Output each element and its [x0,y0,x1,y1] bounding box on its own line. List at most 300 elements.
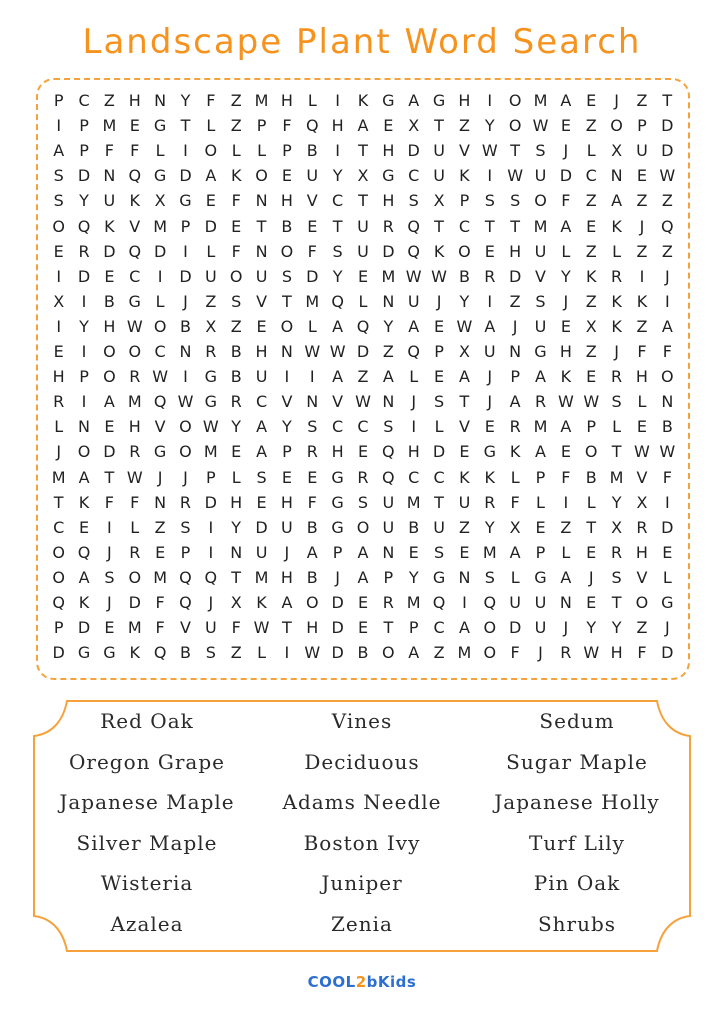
grid-letter[interactable]: Z [585,191,597,211]
grid-letter[interactable]: I [157,266,163,286]
grid-letter[interactable]: L [307,91,317,110]
grid-letter[interactable]: A [53,141,65,161]
grid-letter[interactable]: F [155,593,165,612]
grid-letter[interactable]: D [77,618,91,638]
grid-letter[interactable]: C [433,618,445,638]
grid-letter[interactable]: F [510,643,520,663]
grid-letter[interactable]: E [256,492,267,512]
grid-letter[interactable]: M [406,492,421,512]
grid-letter[interactable]: Q [382,467,395,487]
grid-letter[interactable]: K [484,467,496,487]
grid-letter[interactable]: S [256,467,267,487]
grid-letter[interactable]: Z [458,116,470,136]
grid-letter[interactable]: U [407,291,420,311]
grid-letter[interactable]: I [639,266,645,286]
grid-letter[interactable]: Z [154,517,166,537]
grid-letter[interactable]: F [104,141,114,161]
grid-letter[interactable]: X [458,342,470,361]
grid-letter[interactable]: E [434,367,445,387]
grid-letter[interactable]: B [661,417,673,437]
grid-letter[interactable]: E [459,542,470,562]
grid-letter[interactable]: A [560,417,572,437]
grid-letter[interactable]: R [129,367,141,387]
grid-letter[interactable]: Y [560,266,571,286]
grid-letter[interactable]: A [408,91,420,110]
grid-letter[interactable]: L [206,116,216,136]
grid-letter[interactable]: X [611,517,623,537]
grid-letter[interactable]: W [659,166,676,186]
grid-letter[interactable]: X [509,517,521,537]
grid-letter[interactable]: Y [180,91,191,110]
grid-letter[interactable]: K [256,593,267,612]
grid-letter[interactable]: M [457,643,472,663]
grid-letter[interactable]: O [584,442,598,462]
grid-letter[interactable]: H [280,492,293,512]
grid-letter[interactable]: J [208,593,214,612]
grid-letter[interactable]: A [103,392,115,412]
grid-letter[interactable]: R [611,542,623,562]
grid-letter[interactable]: B [179,643,191,663]
grid-letter[interactable]: N [306,392,319,412]
grid-letter[interactable]: E [357,442,369,462]
grid-letter[interactable]: B [408,517,420,537]
grid-letter[interactable]: J [335,567,340,587]
grid-letter[interactable]: J [487,392,493,412]
grid-letter[interactable]: M [51,467,66,487]
grid-letter[interactable]: H [128,91,141,110]
grid-letter[interactable]: Y [231,417,242,437]
grid-letter[interactable]: E [256,316,267,336]
grid-letter[interactable]: Y [332,166,343,186]
grid-letter[interactable]: W [481,141,498,161]
grid-letter[interactable]: P [586,417,597,437]
grid-letter[interactable]: J [157,467,163,487]
grid-letter[interactable]: E [104,618,115,638]
grid-letter[interactable]: K [585,266,597,286]
grid-letter[interactable]: L [662,567,672,587]
grid-letter[interactable]: A [458,367,470,387]
grid-letter[interactable]: M [305,291,320,311]
grid-letter[interactable]: C [585,166,597,186]
grid-letter[interactable]: Z [357,367,369,387]
grid-letter[interactable]: V [154,417,166,437]
grid-letter[interactable]: U [534,241,547,261]
grid-letter[interactable]: I [664,291,670,311]
grid-letter[interactable]: X [636,492,648,512]
grid-letter[interactable]: J [183,467,188,487]
grid-letter[interactable]: V [535,266,546,286]
grid-letter[interactable]: P [180,542,191,562]
grid-letter[interactable]: L [536,492,545,512]
grid-letter[interactable]: S [433,392,445,412]
grid-letter[interactable]: S [104,567,115,587]
grid-letter[interactable]: F [307,492,317,512]
grid-letter[interactable]: N [230,542,243,562]
grid-letter[interactable]: O [229,266,243,286]
grid-letter[interactable]: L [307,316,317,336]
grid-letter[interactable]: Z [560,517,572,537]
grid-letter[interactable]: A [205,166,217,186]
grid-letter[interactable]: Z [661,241,673,261]
grid-letter[interactable]: E [484,241,495,261]
grid-letter[interactable]: J [614,91,619,110]
grid-letter[interactable]: U [204,266,217,286]
grid-letter[interactable]: Z [230,316,242,336]
grid-letter[interactable]: K [509,442,521,462]
grid-letter[interactable]: F [307,241,317,261]
grid-letter[interactable]: G [179,191,192,211]
grid-letter[interactable]: G [77,643,91,663]
grid-letter[interactable]: L [561,241,571,261]
grid-letter[interactable]: R [53,392,65,412]
grid-letter[interactable]: J [183,291,188,311]
grid-letter[interactable]: R [179,492,192,512]
grid-letter[interactable]: W [659,442,676,462]
grid-letter[interactable]: R [230,392,242,412]
grid-letter[interactable]: Q [153,643,167,663]
grid-letter[interactable]: I [664,492,670,512]
grid-letter[interactable]: U [357,216,369,236]
grid-letter[interactable]: P [408,618,419,638]
grid-letter[interactable]: A [535,442,546,462]
grid-letter[interactable]: W [456,316,473,336]
grid-letter[interactable]: C [78,91,90,110]
grid-letter[interactable]: H [382,141,395,161]
grid-letter[interactable]: M [127,392,142,412]
grid-letter[interactable]: W [507,166,524,186]
grid-letter[interactable]: T [434,492,444,512]
grid-letter[interactable]: H [280,567,293,587]
grid-letter[interactable]: T [332,216,343,236]
grid-letter[interactable]: S [408,191,419,211]
grid-letter[interactable]: W [355,392,371,412]
grid-letter[interactable]: E [662,542,673,562]
grid-letter[interactable]: L [130,517,140,537]
grid-letter[interactable]: Y [408,567,419,587]
grid-letter[interactable]: V [281,392,293,412]
grid-letter[interactable]: O [661,367,674,387]
grid-letter[interactable]: I [284,367,290,387]
grid-letter[interactable]: O [508,116,522,136]
grid-letter[interactable]: T [256,216,267,236]
grid-letter[interactable]: I [208,517,214,537]
grid-letter[interactable]: I [107,517,112,537]
grid-letter[interactable]: C [53,517,65,537]
grid-letter[interactable]: P [53,91,64,110]
grid-letter[interactable]: Q [179,567,192,587]
grid-letter[interactable]: P [282,141,292,161]
grid-letter[interactable]: C [154,342,166,361]
grid-letter[interactable]: A [332,316,344,336]
grid-letter[interactable]: Q [356,316,370,336]
grid-letter[interactable]: D [508,618,522,638]
grid-letter[interactable]: O [610,116,623,136]
grid-letter[interactable]: E [104,417,115,437]
grid-letter[interactable]: S [205,643,216,663]
grid-letter[interactable]: N [458,567,471,587]
grid-letter[interactable]: X [154,191,166,211]
grid-letter[interactable]: H [280,191,293,211]
grid-letter[interactable]: R [306,442,318,462]
grid-letter[interactable]: D [661,116,674,136]
grid-letter[interactable]: M [482,542,497,562]
grid-letter[interactable]: Y [611,618,622,638]
grid-letter[interactable]: Y [231,517,242,537]
grid-letter[interactable]: K [129,191,140,211]
grid-letter[interactable]: D [306,266,319,286]
grid-letter[interactable]: Q [483,593,497,612]
grid-letter[interactable]: G [534,342,547,361]
grid-letter[interactable]: A [535,367,546,387]
grid-letter[interactable]: G [204,392,218,412]
grid-letter[interactable]: E [155,542,166,562]
grid-letter[interactable]: Y [484,517,495,537]
grid-letter[interactable]: U [534,593,547,612]
grid-letter[interactable]: J [512,316,518,336]
grid-letter[interactable]: P [510,367,520,387]
grid-letter[interactable]: A [408,643,420,663]
grid-letter[interactable]: N [280,342,293,361]
grid-letter[interactable]: J [56,442,62,462]
grid-letter[interactable]: C [129,266,141,286]
grid-letter[interactable]: Q [407,216,420,236]
grid-letter[interactable]: I [81,392,87,412]
grid-letter[interactable]: R [611,266,623,286]
grid-letter[interactable]: E [129,116,140,136]
grid-letter[interactable]: S [535,291,546,311]
grid-letter[interactable]: U [255,542,268,562]
grid-letter[interactable]: L [510,567,520,587]
grid-letter[interactable]: D [128,593,141,612]
grid-letter[interactable]: B [103,291,115,311]
grid-letter[interactable]: V [129,216,141,236]
grid-letter[interactable]: O [179,442,192,462]
grid-letter[interactable]: U [458,492,471,512]
grid-letter[interactable]: A [661,316,673,336]
grid-letter[interactable]: E [586,542,597,562]
grid-letter[interactable]: D [661,517,674,537]
grid-letter[interactable]: F [206,91,216,110]
grid-letter[interactable]: H [635,367,648,387]
grid-letter[interactable]: S [535,141,546,161]
grid-letter[interactable]: C [433,467,445,487]
grid-letter[interactable]: J [563,291,569,311]
grid-letter[interactable]: J [107,593,112,612]
grid-letter[interactable]: H [255,342,268,361]
grid-letter[interactable]: P [434,342,444,361]
grid-letter[interactable]: F [561,467,571,487]
grid-letter[interactable]: T [484,216,495,236]
grid-letter[interactable]: R [636,517,648,537]
grid-letter[interactable]: N [509,342,522,361]
grid-letter[interactable]: T [662,91,673,110]
grid-letter[interactable]: X [53,291,65,311]
grid-letter[interactable]: I [487,291,493,311]
grid-letter[interactable]: R [382,216,394,236]
grid-letter[interactable]: M [254,567,269,587]
grid-letter[interactable]: D [331,643,344,663]
grid-letter[interactable]: J [614,342,619,361]
grid-letter[interactable]: P [180,216,191,236]
grid-letter[interactable]: I [563,492,569,512]
grid-letter[interactable]: U [382,517,395,537]
grid-letter[interactable]: N [154,91,167,110]
grid-letter[interactable]: J [284,542,290,562]
grid-letter[interactable]: E [586,593,597,612]
grid-letter[interactable]: P [459,191,470,211]
grid-letter[interactable]: R [509,417,521,437]
grid-letter[interactable]: Z [230,91,242,110]
grid-letter[interactable]: G [483,442,496,462]
grid-letter[interactable]: Q [128,241,142,261]
grid-letter[interactable]: Q [331,291,344,311]
grid-letter[interactable]: K [104,216,115,236]
grid-letter[interactable]: N [610,166,623,186]
grid-letter[interactable]: G [153,116,167,136]
grid-letter[interactable]: W [557,392,574,412]
grid-letter[interactable]: O [52,216,65,236]
grid-letter[interactable]: D [432,442,446,462]
grid-letter[interactable]: U [433,517,445,537]
grid-letter[interactable]: Q [204,567,218,587]
grid-letter[interactable]: D [331,593,344,612]
grid-letter[interactable]: V [306,191,318,211]
grid-letter[interactable]: M [203,442,218,462]
grid-letter[interactable]: B [306,567,318,587]
grid-letter[interactable]: V [636,567,648,587]
grid-letter[interactable]: Z [585,342,597,361]
grid-letter[interactable]: T [358,191,368,211]
grid-letter[interactable]: X [230,593,242,612]
grid-letter[interactable]: O [280,316,294,336]
grid-letter[interactable]: O [483,643,497,663]
grid-letter[interactable]: B [458,266,470,286]
grid-letter[interactable]: Z [205,291,217,311]
grid-letter[interactable]: N [103,166,116,186]
grid-letter[interactable]: N [255,241,268,261]
grid-letter[interactable]: A [256,417,268,437]
grid-letter[interactable]: M [533,91,548,110]
grid-letter[interactable]: K [230,166,242,186]
grid-letter[interactable]: L [612,417,622,437]
grid-letter[interactable]: L [206,241,216,261]
grid-letter[interactable]: F [637,342,647,361]
grid-letter[interactable]: W [304,643,321,663]
grid-letter[interactable]: Y [282,417,292,437]
grid-letter[interactable]: I [56,266,62,286]
grid-letter[interactable]: A [281,593,293,612]
grid-letter[interactable]: L [231,467,241,487]
grid-letter[interactable]: N [154,492,167,512]
grid-letter[interactable]: H [280,91,293,110]
grid-letter[interactable]: B [306,141,318,161]
grid-letter[interactable]: Q [407,241,420,261]
grid-letter[interactable]: N [382,542,395,562]
grid-letter[interactable]: S [383,417,394,437]
grid-letter[interactable]: D [508,266,522,286]
grid-letter[interactable]: C [408,467,420,487]
grid-letter[interactable]: E [53,241,64,261]
grid-letter[interactable]: E [560,316,571,336]
grid-letter[interactable]: R [78,241,90,261]
grid-letter[interactable]: V [458,141,470,161]
grid-letter[interactable]: I [56,316,62,336]
grid-letter[interactable]: J [107,542,112,562]
grid-letter[interactable]: J [411,392,417,412]
grid-letter[interactable]: Y [383,316,394,336]
grid-letter[interactable]: S [510,191,521,211]
grid-letter[interactable]: E [459,442,470,462]
grid-letter[interactable]: T [282,618,292,638]
grid-letter[interactable]: E [357,593,369,612]
grid-letter[interactable]: D [179,266,192,286]
grid-letter[interactable]: J [664,618,670,638]
grid-letter[interactable]: E [560,116,571,136]
grid-letter[interactable]: Q [407,342,420,361]
grid-letter[interactable]: Z [636,91,648,110]
grid-letter[interactable]: T [282,291,292,311]
grid-letter[interactable]: H [635,542,648,562]
grid-letter[interactable]: I [487,166,493,186]
grid-letter[interactable]: T [611,442,622,462]
grid-letter[interactable]: E [586,216,597,236]
grid-letter[interactable]: Q [77,542,91,562]
grid-letter[interactable]: O [508,91,522,110]
grid-letter[interactable]: E [383,116,394,136]
grid-letter[interactable]: L [637,392,647,412]
grid-letter[interactable]: A [408,316,420,336]
grid-letter[interactable]: M [381,266,396,286]
grid-letter[interactable]: R [357,467,369,487]
grid-letter[interactable]: E [560,442,571,462]
grid-letter[interactable]: D [356,342,370,361]
grid-letter[interactable]: Z [585,116,597,136]
grid-letter[interactable]: N [179,342,192,361]
grid-letter[interactable]: G [382,91,395,110]
grid-letter[interactable]: Z [661,191,673,211]
grid-letter[interactable]: Y [586,618,597,638]
grid-letter[interactable]: L [358,291,368,311]
grid-letter[interactable]: B [281,216,293,236]
grid-letter[interactable]: D [661,643,674,663]
grid-letter[interactable]: Y [611,492,622,512]
grid-letter[interactable]: T [53,492,64,512]
grid-letter[interactable]: X [585,316,597,336]
grid-letter[interactable]: E [434,316,445,336]
grid-letter[interactable]: E [231,216,242,236]
grid-letter[interactable]: L [561,542,571,562]
grid-letter[interactable]: H [610,643,623,663]
grid-letter[interactable]: D [204,216,217,236]
grid-letter[interactable]: B [306,517,318,537]
grid-letter[interactable]: Z [636,316,648,336]
grid-letter[interactable]: A [306,542,318,562]
grid-letter[interactable]: E [307,216,318,236]
grid-letter[interactable]: Y [484,116,495,136]
grid-letter[interactable]: I [183,367,188,387]
grid-letter[interactable]: F [231,618,241,638]
grid-letter[interactable]: U [255,367,268,387]
grid-letter[interactable]: T [434,116,444,136]
grid-letter[interactable]: F [231,191,241,211]
grid-letter[interactable]: O [128,342,142,361]
grid-letter[interactable]: D [204,492,217,512]
grid-letter[interactable]: G [103,643,116,663]
grid-letter[interactable]: G [432,91,446,110]
grid-letter[interactable]: J [436,291,442,311]
grid-letter[interactable]: P [332,542,343,562]
grid-letter[interactable]: N [661,392,674,412]
